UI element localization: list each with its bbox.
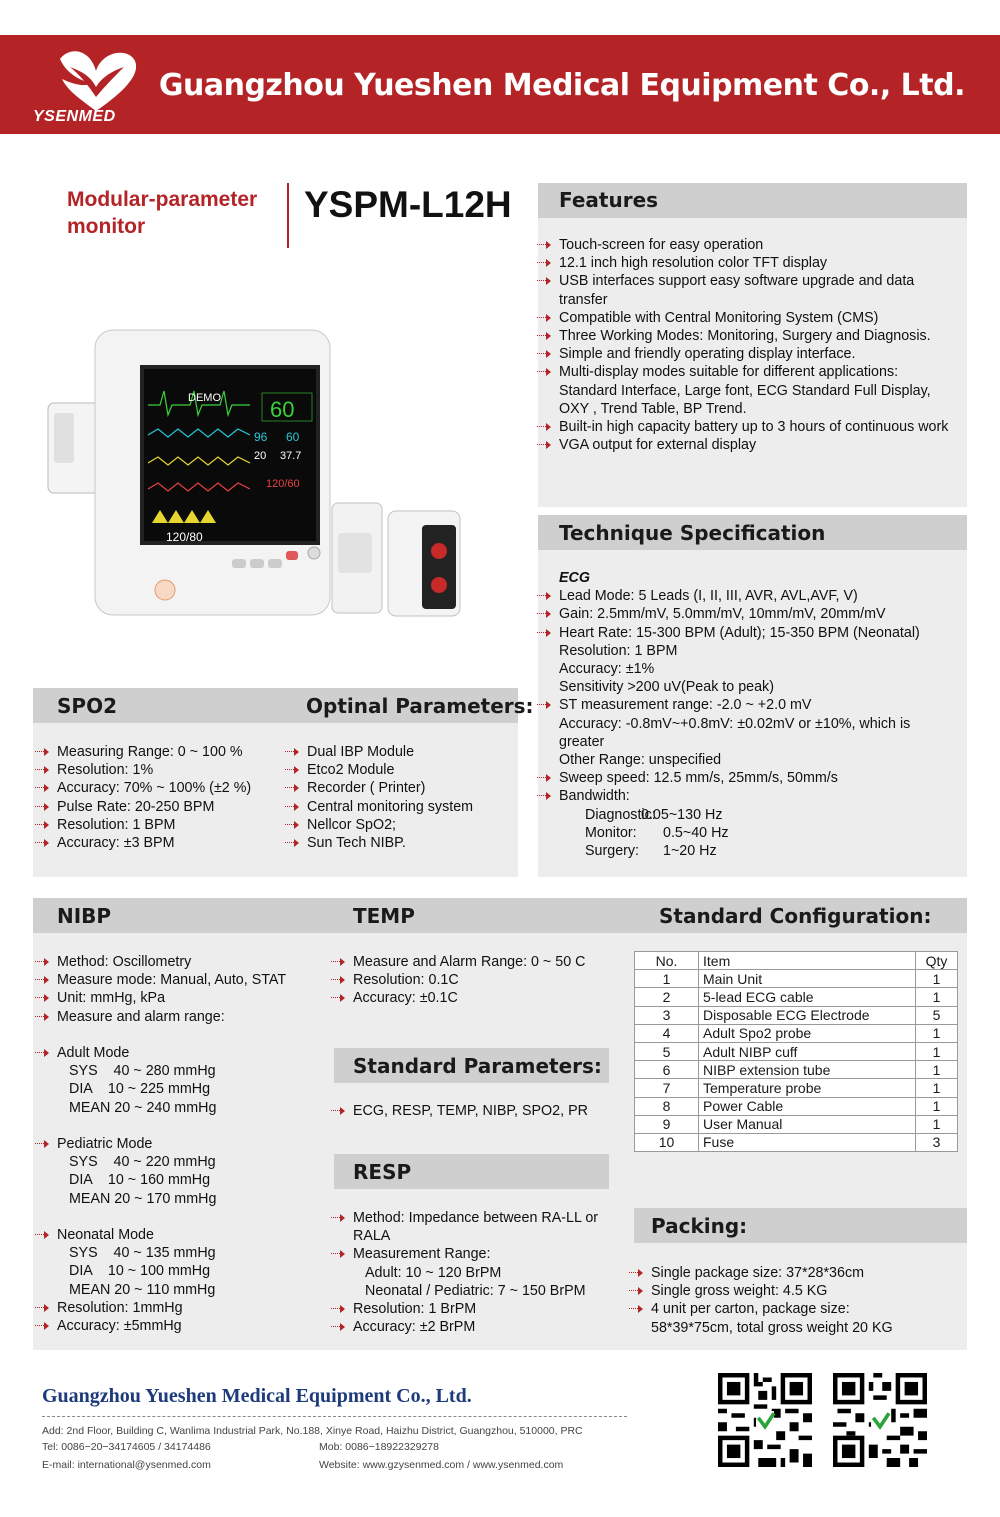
temp-item: Resolution: 0.1C	[331, 971, 621, 989]
nibp-item: Resolution: 1mmHg	[35, 1299, 325, 1317]
resp-value: Adult: 10 ~ 120 BrPM	[365, 1264, 502, 1281]
screen-pr-value: 60	[286, 430, 300, 444]
config-table-row	[635, 1061, 958, 1079]
packing-list	[629, 1264, 929, 1337]
config-table-cell: 3	[635, 1006, 699, 1024]
optional-item: Central monitoring system	[285, 798, 515, 816]
packing-item: 4 unit per carton, package size: 58*39*75cm, total gross weight 20 KG	[629, 1300, 929, 1336]
config-table-cell: 1	[916, 1097, 958, 1115]
config-table-cell: 1	[635, 970, 699, 988]
qr-code-icon	[718, 1373, 812, 1467]
nibp-mode-heading: Pediatric Mode	[35, 1135, 325, 1153]
packing-item: Single package size: 37*28*36cm	[629, 1264, 929, 1282]
screen-temp1: 20	[254, 450, 267, 462]
config-title: Standard Configuration:	[659, 904, 932, 928]
config-table-row	[635, 1115, 958, 1133]
config-table-cell: 4	[635, 1024, 699, 1042]
product-subtitle-line1: Modular-parameter	[67, 188, 258, 211]
monitor-device-image	[40, 325, 515, 620]
bandwidth-row: Monitor: 0.5~40 Hz	[585, 824, 729, 841]
config-table-row	[635, 1006, 958, 1024]
product-subtitle-line2: monitor	[67, 215, 146, 238]
config-table-cell: Adult NIBP cuff	[699, 1042, 916, 1060]
optional-list	[285, 743, 515, 852]
config-table-cell: Item	[699, 952, 916, 970]
screen-temp2: 37.7	[280, 450, 302, 462]
config-table-cell: Fuse	[699, 1133, 916, 1151]
config-table-body	[635, 952, 958, 1152]
config-table-row	[635, 1079, 958, 1097]
qr-code-icon	[833, 1373, 927, 1467]
nibp-value: SYS 40 ~ 135 mmHg	[69, 1245, 216, 1262]
footer-address: Add: 2nd Floor, Building C, Wanlima Industrial Park, No.188, Xinye Road, Haizhu District, Guangzhou, 510000, PRC	[42, 1425, 583, 1437]
resp-value: Neonatal / Pediatric: 7 ~ 150 BrPM	[365, 1282, 586, 1299]
config-table-cell: Power Cable	[699, 1097, 916, 1115]
footer-email: E-mail: international@ysenmed.com	[42, 1459, 211, 1471]
nibp-value: MEAN 20 ~ 240 mmHg	[69, 1099, 217, 1116]
config-table-cell: 5-lead ECG cable	[699, 988, 916, 1006]
config-table-cell: 9	[635, 1115, 699, 1133]
packing-title: Packing:	[651, 1214, 748, 1238]
spec-item: Sweep speed: 12.5 mm/s, 25mm/s, 50mm/s	[537, 769, 957, 787]
config-table-cell: 5	[635, 1042, 699, 1060]
resp-title: RESP	[353, 1160, 412, 1184]
config-table-cell: Disposable ECG Electrode	[699, 1006, 916, 1024]
footer-mob: Mob: 0086−18922329278	[319, 1441, 439, 1453]
optional-title: Optinal Parameters:	[306, 694, 534, 718]
config-table-row	[635, 988, 958, 1006]
nibp-list	[35, 953, 325, 1335]
config-table-cell: Adult Spo2 probe	[699, 1024, 916, 1042]
spec-item: Accuracy: ±1%	[559, 661, 655, 678]
packing-item: Single gross weight: 4.5 KG	[629, 1282, 929, 1300]
resp-item: Resolution: 1 BrPM	[331, 1300, 606, 1318]
footer-website: Website: www.gzysenmed.com / www.ysenmed.com	[319, 1459, 564, 1471]
product-model: YSPM-L12H	[304, 184, 512, 225]
feature-item: Compatible with Central Monitoring System (CMS)	[537, 309, 955, 327]
config-table-row	[635, 1042, 958, 1060]
feature-item: USB interfaces support easy software upgrade and data transfer	[537, 272, 955, 308]
optional-item: Etco2 Module	[285, 761, 515, 779]
bandwidth-row: Surgery: 1~20 Hz	[585, 843, 717, 860]
feature-item: 12.1 inch high resolution color TFT display	[537, 254, 955, 272]
config-table-cell: 1	[916, 1042, 958, 1060]
technique-list	[537, 569, 957, 860]
config-table-cell: 1	[916, 988, 958, 1006]
config-table-cell: 5	[916, 1006, 958, 1024]
config-table-row	[635, 970, 958, 988]
nibp-mode-heading: Adult Mode	[35, 1044, 325, 1062]
technique-title: Technique Specification	[559, 521, 826, 545]
standard-params-title: Standard Parameters:	[353, 1054, 602, 1078]
logo-text: YSENMED	[33, 108, 116, 125]
spec-item: Other Range: unspecified	[559, 752, 722, 769]
bandwidth-row: Diagnostic:0.05~130 Hz	[585, 806, 723, 823]
nibp-item: Measure mode: Manual, Auto, STAT	[35, 971, 325, 989]
title-divider	[287, 183, 289, 248]
config-table-cell: 1	[916, 970, 958, 988]
feature-item: Multi-display modes suitable for different applications: Standard Interface, Large font, ECG Standard Full Display, OXY , Trend Table, BP Trend.	[537, 363, 955, 418]
nibp-item: Unit: mmHg, kPa	[35, 989, 325, 1007]
resp-item: Method: Impedance between RA-LL or RALA	[331, 1209, 606, 1245]
temp-list	[331, 953, 621, 1008]
config-table-cell: 2	[635, 988, 699, 1006]
config-table-cell: 10	[635, 1133, 699, 1151]
config-table-row	[635, 1024, 958, 1042]
config-table	[634, 951, 958, 1152]
screen-hr-value: 60	[270, 397, 295, 422]
screen-spo2-value: 96	[254, 430, 268, 444]
screen-nibp-value: 120/60	[266, 478, 300, 490]
footer-divider	[42, 1416, 627, 1417]
spo2-item: Measuring Range: 0 ~ 100 %	[35, 743, 285, 761]
feature-item: Touch-screen for easy operation	[537, 236, 955, 254]
spo2-item: Resolution: 1%	[35, 761, 285, 779]
spo2-item: Accuracy: ±3 BPM	[35, 834, 285, 852]
spo2-title: SPO2	[57, 694, 117, 718]
product-subtitle	[67, 186, 257, 240]
nibp-value: DIA 10 ~ 160 mmHg	[69, 1172, 211, 1189]
resp-item: Measurement Range:	[331, 1245, 606, 1263]
config-table-cell: Qty	[916, 952, 958, 970]
spec-item: Sensitivity >200 uV(Peak to peak)	[559, 679, 774, 696]
feature-item: Simple and friendly operating display interface.	[537, 345, 955, 363]
header-banner	[0, 35, 1000, 134]
spo2-item: Pulse Rate: 20-250 BPM	[35, 798, 285, 816]
config-table-cell: Temperature probe	[699, 1079, 916, 1097]
spec-item: Resolution: 1 BPM	[559, 642, 678, 659]
optional-item: Dual IBP Module	[285, 743, 515, 761]
nibp-value: DIA 10 ~ 225 mmHg	[69, 1081, 211, 1098]
config-table-cell: 1	[916, 1061, 958, 1079]
config-table-row	[635, 1097, 958, 1115]
standard-params-list	[331, 1102, 611, 1120]
nibp-value: MEAN 20 ~ 110 mmHg	[69, 1281, 216, 1298]
config-table-row	[635, 952, 958, 970]
config-table-cell: Main Unit	[699, 970, 916, 988]
nibp-value: DIA 10 ~ 100 mmHg	[69, 1263, 211, 1280]
spo2-item: Accuracy: 70% ~ 100% (±2 %)	[35, 779, 285, 797]
config-table-cell: 1	[916, 1079, 958, 1097]
nibp-value: MEAN 20 ~ 170 mmHg	[69, 1190, 217, 1207]
config-table-row	[635, 1133, 958, 1151]
nibp-value: SYS 40 ~ 220 mmHg	[69, 1154, 216, 1171]
config-table-cell: 3	[916, 1133, 958, 1151]
footer-tel: Tel: 0086−20−34174605 / 34174486	[42, 1441, 211, 1453]
config-table-cell: 1	[916, 1115, 958, 1133]
nibp-mode-heading: Neonatal Mode	[35, 1226, 325, 1244]
config-table-cell: NIBP extension tube	[699, 1061, 916, 1079]
spo2-item: Resolution: 1 BPM	[35, 816, 285, 834]
spec-item: Gain: 2.5mm/mV, 5.0mm/mV, 10mm/mV, 20mm/mV	[537, 605, 957, 623]
config-table-cell: 7	[635, 1079, 699, 1097]
optional-item: Recorder ( Printer)	[285, 779, 515, 797]
feature-item: Three Working Modes: Monitoring, Surgery and Diagnosis.	[537, 327, 955, 345]
feature-item: Built-in high capacity battery up to 3 hours of continuous work	[537, 418, 955, 436]
temp-title: TEMP	[353, 904, 415, 928]
config-table-cell: 8	[635, 1097, 699, 1115]
spo2-list	[35, 743, 285, 852]
nibp-item: Accuracy: ±5mmHg	[35, 1317, 325, 1335]
spec-item: ST measurement range: -2.0 ~ +2.0 mV	[537, 696, 957, 714]
screen-nibp-big: 120/80	[166, 530, 203, 544]
standard-params-item: ECG, RESP, TEMP, NIBP, SPO2, PR	[331, 1102, 611, 1120]
config-table-cell: 1	[916, 1024, 958, 1042]
resp-item: Accuracy: ±2 BrPM	[331, 1318, 606, 1336]
optional-item: Sun Tech NIBP.	[285, 834, 515, 852]
screen-demo-label: DEMO	[188, 392, 221, 404]
temp-item: Measure and Alarm Range: 0 ~ 50 C	[331, 953, 621, 971]
config-table-cell: No.	[635, 952, 699, 970]
company-title: Guangzhou Yueshen Medical Equipment Co., Ltd.	[158, 68, 965, 103]
nibp-value: SYS 40 ~ 280 mmHg	[69, 1063, 216, 1080]
spec-item: Accuracy: -0.8mV~+0.8mV: ±0.02mV or ±10%, which is greater	[559, 715, 911, 750]
nibp-item: Method: Oscillometry	[35, 953, 325, 971]
ecg-label: ECG	[559, 570, 590, 586]
resp-list	[331, 1209, 606, 1336]
optional-item: Nellcor SpO2;	[285, 816, 515, 834]
features-title: Features	[559, 188, 659, 212]
spec-item: Bandwidth:	[537, 787, 957, 805]
nibp-title: NIBP	[57, 904, 112, 928]
spec-item: Heart Rate: 15-300 BPM (Adult); 15-350 BPM (Neonatal)	[537, 624, 957, 642]
features-list	[537, 236, 955, 454]
config-table-cell: User Manual	[699, 1115, 916, 1133]
footer-company: Guangzhou Yueshen Medical Equipment Co., Ltd.	[42, 1385, 472, 1407]
spec-item: Lead Mode: 5 Leads (I, II, III, AVR, AVL,AVF, V)	[537, 587, 957, 605]
nibp-item: Measure and alarm range:	[35, 1008, 325, 1026]
config-table-cell: 6	[635, 1061, 699, 1079]
feature-item: VGA output for external display	[537, 436, 955, 454]
temp-item: Accuracy: ±0.1C	[331, 989, 621, 1007]
